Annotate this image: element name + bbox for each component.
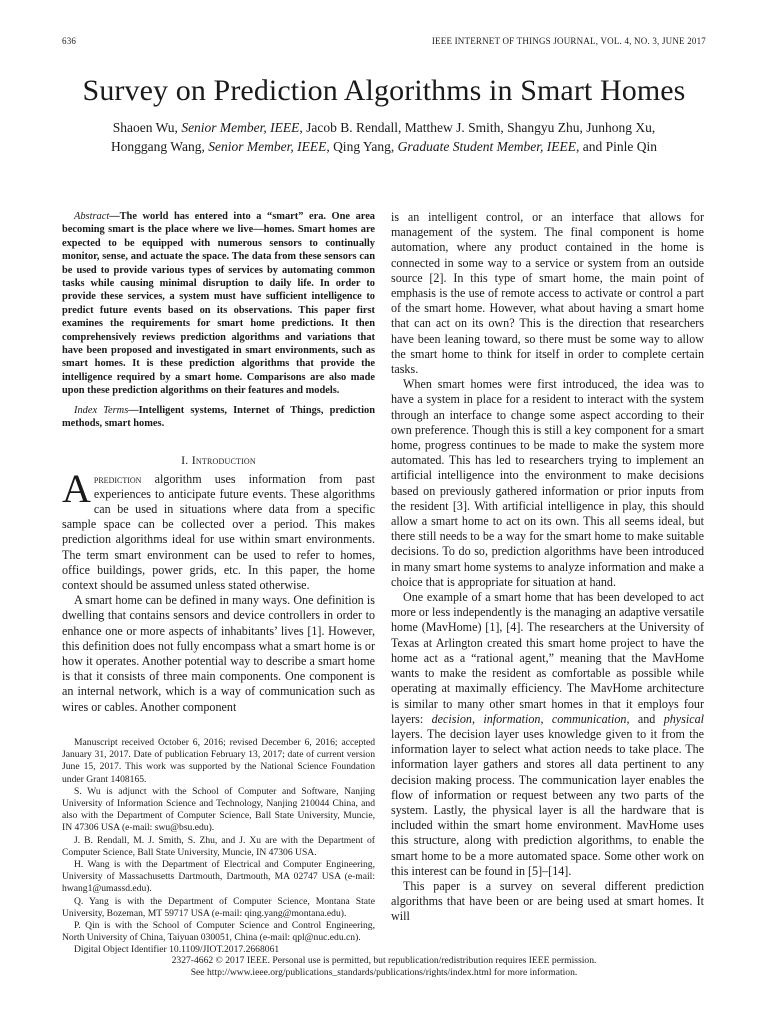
intro-paragraph-2: A smart home can be defined in many ways. One definition is dwelling that contains sensors and device controllers in order to enhance one or more aspects of inhabitants’ lives [1]. However, this definition does not fully encompass what a smart home is or how it operates. Another potential way to describe a smart home is that it consists of three main components. One component is an internal network, which is a way of communication such as wires or cables. Another component	[62, 593, 375, 714]
abstract	[62, 210, 375, 398]
author-role: Senior Member, IEEE	[181, 120, 300, 135]
footnotes	[62, 737, 375, 957]
rights-url-line: See http://www.ieee.org/publications_standards/publications/rights/index.html for more information.	[190, 967, 578, 978]
layer-term: communication	[551, 711, 627, 726]
section-numeral: I.	[181, 452, 192, 467]
paper-title: Survey on Prediction Algorithms in Smart Homes	[82, 74, 686, 107]
author-name: Shaoen Wu,	[112, 120, 178, 135]
copyright-notice	[0, 955, 768, 979]
footnote: H. Wang is with the Department of Electrical and Computer Engineering, University of Massachusetts Dartmouth, Dartmouth, MA 02747 USA (e-mail: hwang1@umassd.edu).	[62, 859, 375, 895]
separator: ,	[471, 711, 484, 726]
footnote-doi: Digital Object Identifier 10.1109/JIOT.2017.2668061	[74, 944, 280, 956]
journal-header: IEEE INTERNET OF THINGS JOURNAL, VOL. 4, NO. 3, JUNE 2017	[431, 36, 706, 46]
section-heading	[62, 453, 375, 468]
index-terms-label: Index Terms	[74, 404, 129, 416]
drop-cap-word: prediction	[93, 471, 142, 486]
abstract-text: —The world has entered into a “smart” era. One area becoming smart is the place where we live—homes. Smart homes are expected to be equipped with numerous sensors to continually monitor, sense, and actuate the space. The data from these sensors can be used to provide various types of services by automating common tasks while causing minimal disruption to daily life. In order to provide these services, a system must have sufficient intelligence to predict future events based on its observations. This paper first examines the requirements for smart home predictions. It then comprehensively reviews prediction algorithms and variations that have been proposed and investigated in smart environments, such as smart homes. It is these prediction algorithms that provide the intelligence required by a smart home. Comparisons are also made upon these prediction algorithms on their features and models.	[62, 211, 375, 397]
abstract-label: Abstract	[74, 211, 110, 222]
right-paragraph-3	[391, 590, 704, 879]
author-role: Graduate Student Member, IEEE	[397, 139, 577, 154]
right-paragraph-4: This paper is a survey on several different prediction algorithms that have been or are being used at smart homes. It will	[391, 878, 704, 924]
section-title: Introduction	[191, 452, 256, 467]
paragraph-text: One example of a smart home that has been developed to act more or less independently is the managing an adaptive versatile home (MavHome) [1], [4]. The researchers at the University of Texas at Arlington created this smart home project to have the home act as a “rational agent,” meaning that the MavHome wants to make the resident as comfortable as possible while operating at maximally efficiency. The MavHome architecture is similar to many other smart homes in that it employs four layers:	[391, 590, 704, 726]
paragraph-text: algorithm uses information from past experiences to anticipate future events. These algorithms can be used in situations where data from a specific sample space can be collected over a period. This makes prediction algorithms ideal for use within smart environments. The term smart environment can be used to refer to homes, office buildings, power grids, etc. In this paper, the home context should be assumed unless stated otherwise.	[62, 471, 375, 592]
left-column	[62, 210, 375, 715]
right-column	[391, 210, 704, 925]
author-role: Senior Member, IEEE	[208, 139, 327, 154]
footnote: J. B. Rendall, M. J. Smith, S. Zhu, and J. Xu are with the Department of Computer Science, Ball State University, Muncie, IN 47306 USA.	[62, 834, 375, 858]
index-terms-text: —Intelligent systems, Internet of Things, prediction methods, smart homes.	[62, 404, 375, 430]
layer-term: physical	[663, 711, 705, 726]
layer-term: information	[483, 711, 541, 726]
paragraph-text: layers. The decision layer uses knowledge given to it from the information layer to select what action needs to take place. The information layer gathers and stores all data pertinent to any decision making process. The communication layer enables the flow of information or request between any two parts of the system. Lastly, the physical layer is all the hardware that is included within the smart home environment. MavHome uses this structure, along with prediction algorithms, to enable the smart home to be a more automated space. Some other work on this interest can be found in [5]–[14].	[391, 726, 704, 878]
index-terms	[62, 404, 375, 431]
page-number: 636	[62, 36, 77, 46]
layer-term: decision	[431, 711, 472, 726]
separator: , and	[626, 711, 664, 726]
separator: ,	[540, 711, 552, 726]
author-name: , and Pinle Qin	[576, 139, 658, 154]
right-paragraph-1: is an intelligent control, or an interface that allows for management of the system. The final component is home automation, where any product contained in the home is connected in some way to a service or system from an outside source [2]. In this type of smart home, the main point of emphasis is the use of remote access to activate or control a part of the smart home. However, what about having a smart home that can act on its own? This is the direction that researchers have been leaning toward, so there must be some way to allow the smart home to think for itself in order to complete certain tasks.	[391, 210, 704, 377]
footnote: Q. Yang is with the Department of Computer Science, Montana State University, Bozeman, MT 59717 USA (e-mail: qing.yang@montana.edu).	[62, 895, 375, 919]
intro-paragraph-1	[62, 465, 375, 594]
author-list	[70, 118, 698, 156]
author-name: , Qing Yang,	[326, 139, 395, 154]
copyright-line: 2327-4662 © 2017 IEEE. Personal use is permitted, but republication/redistribution requires IEEE permission.	[171, 955, 597, 966]
footnote: P. Qin is with the School of Computer Science and Control Engineering, North University of China, Taiyuan 030051, China (e-mail: qpl@nuc.edu.cn).	[62, 920, 375, 944]
right-paragraph-2: When smart homes were first introduced, the idea was to have a system in place for a resident to interact with the system through an interface to change some aspect according to their own preference. Though this is still a key component for a smart home, progress continues to be made to make the system more automated. This has led to researchers trying to implement an artificial intelligence into the environment to make decisions based on previously gathered information or prior inputs from the resident [3]. With artificial intelligence in play, this should allow a smart home to act on its own. This all seems ideal, but there still needs to be a way for the smart home to make suitable decisions. To do so, prediction algorithms have been introduced in many smart home systems to analyze information and make a choice that is appropriate for situation at hand.	[391, 377, 704, 589]
drop-cap: A	[62, 465, 91, 511]
footnote: S. Wu is adjunct with the School of Computer and Software, Nanjing University of Information Science and Technology, Nanjing 210044 China, and also with the Department of Computer Science, Ball State University, Muncie, IN 47306 USA (e-mail: swu@bsu.edu).	[62, 785, 375, 834]
footnote: Manuscript received October 6, 2016; revised December 6, 2016; accepted January 31, 2017. Date of publication February 13, 2017; date of current version June 15, 2017. This work was supported by the National Science Foundation under Grant 1408165.	[62, 737, 375, 785]
author-name: , Jacob B. Rendall, Matthew J. Smith, Shangyu Zhu, Junhong Xu,	[299, 120, 656, 135]
author-name: Honggang Wang,	[110, 139, 205, 154]
